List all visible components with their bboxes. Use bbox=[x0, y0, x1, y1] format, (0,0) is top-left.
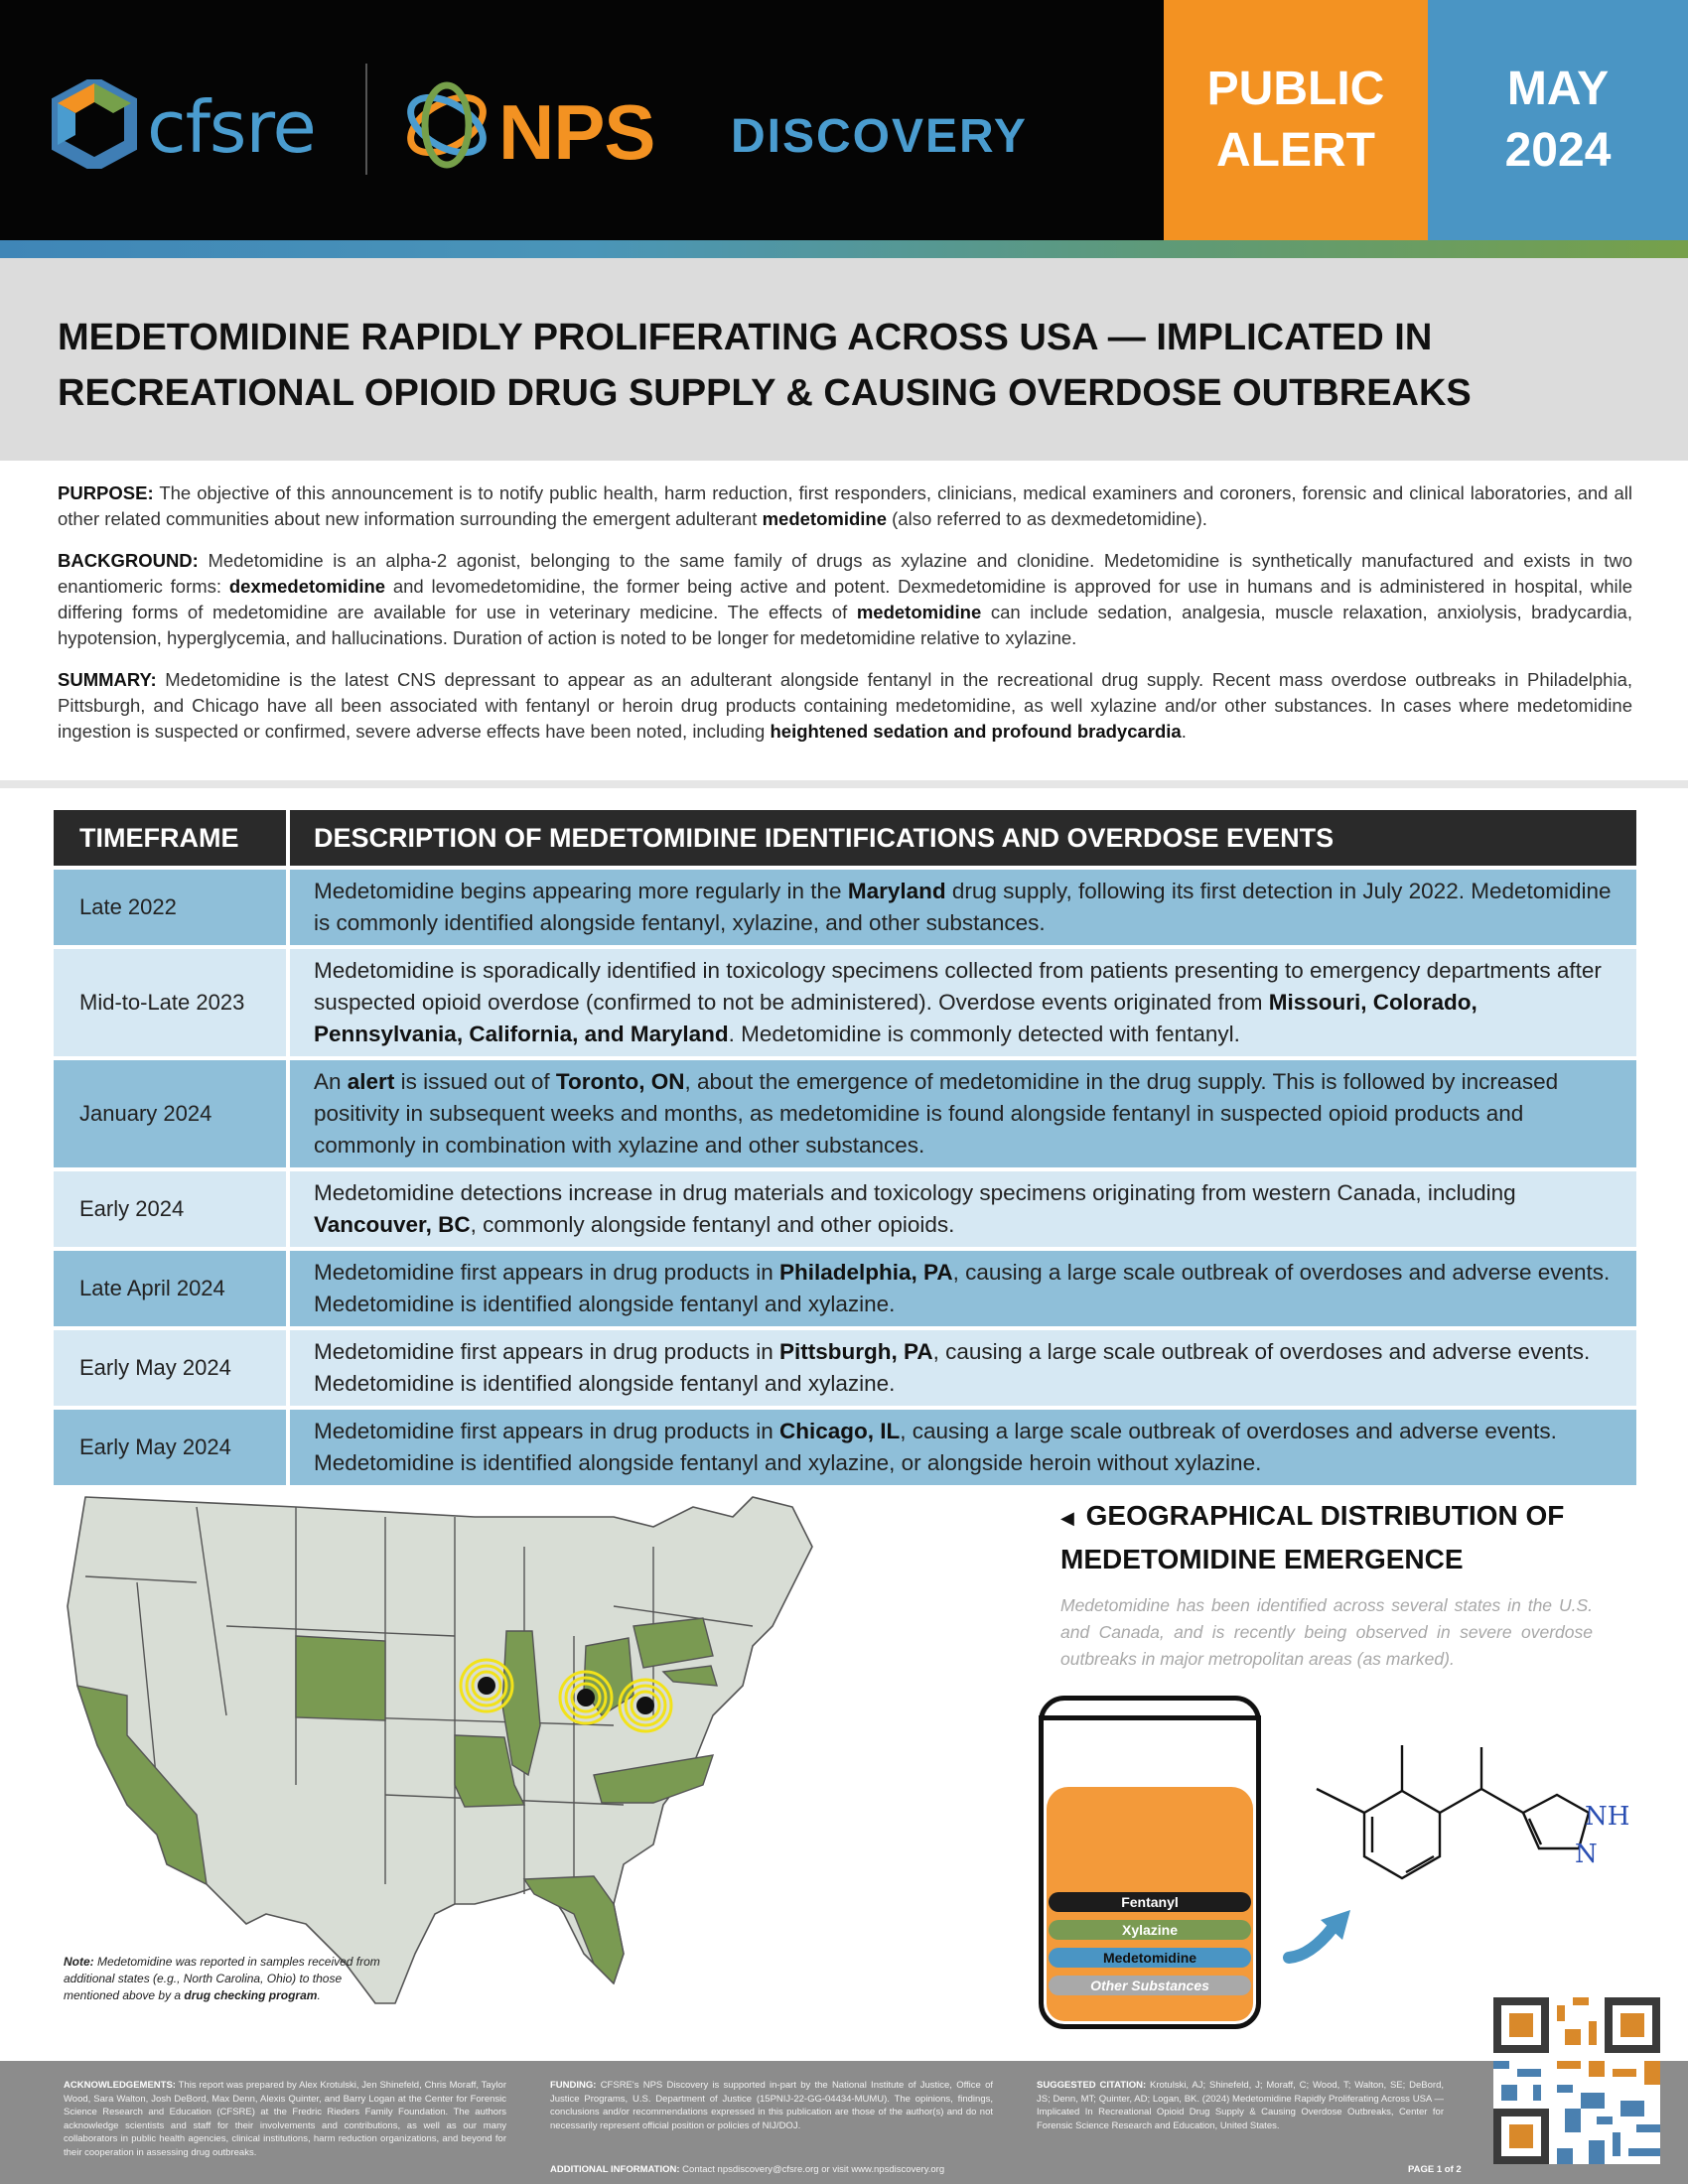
footer-additional-info[interactable] bbox=[550, 2164, 944, 2175]
description-bold: Philadelphia, PA bbox=[779, 1260, 953, 1285]
alert-line-2: ALERT bbox=[1216, 124, 1375, 177]
timeframe-cell: Mid-to-Late 2023 bbox=[54, 949, 290, 1056]
purpose-text: The objective of this announcement is to notify public health, harm reduction, first responders, clinicians, medical examiners and coroners, forensic and clinical laboratories, and all other related communities about new information surrounding the emergent adulterant bbox=[58, 482, 1632, 529]
footer-citation bbox=[1037, 2079, 1444, 2132]
description-cell bbox=[290, 1060, 1636, 1167]
description-bold: Maryland bbox=[847, 879, 946, 903]
us-outline bbox=[68, 1497, 812, 2003]
description-text: Medetomidine begins appearing more regularly in the bbox=[314, 879, 848, 903]
medetomidine-structure bbox=[1287, 1735, 1644, 1924]
description-text: Medetomidine first appears in drug products in bbox=[314, 1260, 779, 1285]
timeframe-cell: Early May 2024 bbox=[54, 1410, 290, 1485]
page-number: PAGE 1 of 2 bbox=[1408, 2164, 1462, 2175]
date-badge bbox=[1428, 0, 1688, 240]
geo-section-title bbox=[1060, 1495, 1636, 1580]
additional-info-text[interactable]: Contact npsdiscovery@cfsre.org or visit www.npsdiscovery.org bbox=[679, 2164, 945, 2175]
table-row bbox=[54, 1247, 1636, 1326]
nps-logo-text: NPS bbox=[498, 88, 655, 176]
description-text: , commonly alongside fentanyl and other opioids. bbox=[470, 1212, 955, 1237]
jar-band-other: Other Substances bbox=[1049, 1976, 1251, 1995]
timeline-table bbox=[54, 810, 1636, 1485]
state-colorado bbox=[296, 1636, 385, 1720]
geo-title-line-1: GEOGRAPHICAL DISTRIBUTION OF bbox=[1085, 1500, 1565, 1531]
funding-text: CFSRE's NPS Discovery is supported in-part by the National Institute of Justice, Office of Justice Programs, U.S. Department of Justice (15PNIJ-22-GG-04434-MUMU). The opinions, findings, conclusions and/or recommendations expressed in this publication are those of the author(s) and do not necessarily represent official position or policies of NIJ/DOJ. bbox=[550, 2080, 993, 2131]
summary-paragraph bbox=[58, 667, 1632, 745]
table-row bbox=[54, 866, 1636, 945]
logo-divider bbox=[365, 64, 367, 175]
table-row bbox=[54, 945, 1636, 1056]
summary-text-end: . bbox=[1181, 721, 1187, 742]
timeframe-cell: Late April 2024 bbox=[54, 1251, 290, 1326]
description-cell bbox=[290, 1171, 1636, 1247]
table-row bbox=[54, 1406, 1636, 1485]
description-text: drug supply, following its first detection in July 2022. Medetomidine is commonly identified alongside fentanyl, xylazine, and other substances. bbox=[314, 879, 1612, 935]
background-label: BACKGROUND: bbox=[58, 550, 199, 571]
description-cell bbox=[290, 1410, 1636, 1485]
header-bar bbox=[0, 0, 1688, 240]
footer-acknowledgements bbox=[64, 2079, 506, 2159]
description-cell bbox=[290, 1251, 1636, 1326]
footer-funding bbox=[550, 2079, 993, 2132]
summary-text: Medetomidine is the latest CNS depressant to appear as an adulterant alongside fentanyl in the recreational drug supply. Recent mass overdose outbreaks in Philadelphia, Pittsburgh, and Chicago have all been associated with fentanyl or heroin drug products containing medetomidine, as well xylazine and/or other substances. In cases where medetomidine ingestion is suspected or confirmed, severe adverse effects have been noted, including bbox=[58, 669, 1632, 742]
description-text: Medetomidine first appears in drug products in bbox=[314, 1339, 779, 1364]
title-band bbox=[0, 258, 1688, 461]
map-note-bold: drug checking program bbox=[184, 1988, 318, 2002]
map-note bbox=[64, 1954, 391, 2004]
jar-band-xylazine: Xylazine bbox=[1049, 1920, 1251, 1940]
title-line-1: MEDETOMIDINE RAPIDLY PROLIFERATING ACROSS USA — IMPLICATED IN bbox=[58, 317, 1433, 358]
background-bold-2: medetomidine bbox=[856, 602, 982, 622]
timeframe-cell: Late 2022 bbox=[54, 870, 290, 945]
intro-section bbox=[58, 480, 1632, 760]
citation-text: Krotulski, AJ; Shinefeld, J; Moraff, C; Wood, T; Walton, SE; DeBord, JS; Denn, MT; Quinter, AD; Logan, BK. (2024) Medetomidine Rapidly Proliferating Across USA — Implicated In Recreational Opioid Drug Supply & Causing Overdose Outbreaks, Center for Forensic Science Research and Education, United States. bbox=[1037, 2080, 1445, 2131]
description-text: An bbox=[314, 1069, 348, 1094]
description-cell bbox=[290, 949, 1636, 1056]
timeframe-cell: Early May 2024 bbox=[54, 1330, 290, 1406]
description-bold: Chicago, IL bbox=[779, 1419, 901, 1443]
cfsre-logo-text: cfsre bbox=[147, 85, 316, 169]
summary-bold: heightened sedation and profound bradycardia bbox=[770, 721, 1182, 742]
molecule-n-label: N bbox=[1575, 1840, 1598, 1869]
background-paragraph bbox=[58, 548, 1632, 651]
purpose-text-end: (also referred to as dexmedetomidine). bbox=[887, 508, 1207, 529]
geo-title-line-2: MEDETOMIDINE EMERGENCE bbox=[1060, 1543, 1464, 1574]
molecule-nh-label: NH bbox=[1585, 1802, 1630, 1832]
description-text: Medetomidine first appears in drug products in bbox=[314, 1419, 779, 1443]
header-timeframe: TIMEFRAME bbox=[54, 810, 290, 866]
ack-label: ACKNOWLEDGEMENTS: bbox=[64, 2080, 176, 2091]
page-title bbox=[58, 310, 1646, 421]
additional-info-label: ADDITIONAL INFORMATION: bbox=[550, 2164, 680, 2175]
cfsre-hexagon-icon bbox=[52, 79, 137, 169]
jar-band-fentanyl: Fentanyl bbox=[1049, 1892, 1251, 1912]
description-text: , causing a large scale outbreak of overdoses and adverse events. Medetomidine is identified alongside fentanyl and xylazine, or alongside heroin without xylazine. bbox=[314, 1419, 1557, 1475]
discovery-logo-text: DISCOVERY bbox=[731, 110, 1028, 163]
description-bold: Pittsburgh, PA bbox=[779, 1339, 933, 1364]
purpose-paragraph bbox=[58, 480, 1632, 532]
table-header bbox=[54, 810, 1636, 866]
citation-label: SUGGESTED CITATION: bbox=[1037, 2080, 1147, 2091]
description-text: is issued out of bbox=[394, 1069, 556, 1094]
background-text: Medetomidine is an alpha-2 agonist, belonging to the same family of drugs as xylazine and clonidine. Medetomidine is synthetically manufactured and exists in two enantiomeric forms: bbox=[58, 550, 1632, 597]
background-text-2: and levomedetomidine, the former being active and potent. Dexmedetomidine is approved for use in humans and is administered in hospital, while differing forms of medetomidine are available for use in veterinary medicine. The effects of bbox=[58, 576, 1632, 622]
description-bold: alert bbox=[347, 1069, 395, 1094]
header-color-stripe bbox=[0, 240, 1688, 258]
jar-lid-line bbox=[1039, 1715, 1261, 1720]
section-divider bbox=[0, 780, 1688, 788]
table-row bbox=[54, 1167, 1636, 1247]
public-alert-badge bbox=[1164, 0, 1428, 240]
description-text: , causing a large scale outbreak of overdoses and adverse events. Medetomidine is identified alongside fentanyl and xylazine. bbox=[314, 1260, 1611, 1316]
left-triangle-icon: ◀ bbox=[1060, 1507, 1074, 1528]
purpose-bold: medetomidine bbox=[762, 508, 887, 529]
jar-band-medetomidine: Medetomidine bbox=[1049, 1948, 1251, 1968]
footer bbox=[0, 2061, 1688, 2184]
table-row bbox=[54, 1056, 1636, 1167]
description-text: Medetomidine is sporadically identified in toxicology specimens collected from patients presenting to emergency departments after suspected opioid overdose (confirmed to not be administered). Overdose events originated from bbox=[314, 958, 1602, 1015]
description-bold: Toronto, ON bbox=[555, 1069, 685, 1094]
description-text: , about the emergence of medetomidine in the drug supply. This is followed by increased positivity in subsequent weeks and months, as medetomidine is found alongside fentanyl in suspected opioid products and commonly in combination with xylazine and other substances. bbox=[314, 1069, 1559, 1158]
timeframe-cell: Early 2024 bbox=[54, 1171, 290, 1247]
alert-line-1: PUBLIC bbox=[1206, 63, 1385, 115]
table-row bbox=[54, 1326, 1636, 1406]
ack-text: This report was prepared by Alex Krotulski, Jen Shinefeld, Chris Moraff, Taylor Wood, Sara Walton, Josh DeBord, Max Denn, Alexis Quinter, and Barry Logan at the Center for Forensic Science Research and Education (CFSRE) at the Fredric Rieders Family Foundation. The authors acknowledge scientists and staff for their involvements and contributions, as well as our many collaborators in public health agencies, clinical institutions, harm reduction organizations, and beyond for their cooperation in assessing drug outbreaks. bbox=[64, 2080, 506, 2158]
date-year: 2024 bbox=[1504, 124, 1612, 177]
map-note-label: Note: bbox=[64, 1955, 94, 1969]
description-cell bbox=[290, 1330, 1636, 1406]
map-note-end: . bbox=[317, 1988, 321, 2002]
description-text: , causing a large scale outbreak of overdoses and adverse events. Medetomidine is identified alongside fentanyl and xylazine. bbox=[314, 1339, 1591, 1396]
map-note-text: Medetomidine was reported in samples received from additional states (e.g., North Carolina, Ohio) to those mentioned above by a bbox=[64, 1955, 380, 2002]
background-text-3: can include sedation, analgesia, muscle relaxation, anxiolysis, bradycardia, hypotension, hyperglycemia, and hallucinations. Duration of action is noted to be longer for medetomidine relative to xylazine. bbox=[58, 602, 1632, 648]
description-text: . Medetomidine is commonly detected with fentanyl. bbox=[728, 1022, 1240, 1046]
description-cell bbox=[290, 870, 1636, 945]
purpose-label: PURPOSE: bbox=[58, 482, 154, 503]
background-bold-1: dexmedetomidine bbox=[228, 576, 386, 597]
cfsre-logo[interactable] bbox=[52, 79, 350, 169]
header-description: DESCRIPTION OF MEDETOMIDINE IDENTIFICATIONS AND OVERDOSE EVENTS bbox=[314, 822, 1335, 853]
summary-label: SUMMARY: bbox=[58, 669, 157, 690]
qr-code-icon[interactable] bbox=[1493, 1997, 1660, 2164]
description-text: Medetomidine detections increase in drug materials and toxicology specimens originating from western Canada, including bbox=[314, 1180, 1516, 1205]
description-bold: Missouri, Colorado, Pennsylvania, California, and Maryland bbox=[314, 990, 1477, 1046]
title-line-2: RECREATIONAL OPIOID DRUG SUPPLY & CAUSING OVERDOSE OUTBREAKS bbox=[58, 372, 1472, 414]
funding-label: FUNDING: bbox=[550, 2080, 597, 2091]
timeframe-cell: January 2024 bbox=[54, 1060, 290, 1167]
nps-swirl-icon bbox=[397, 75, 496, 175]
geo-description: Medetomidine has been identified across several states in the U.S. and Canada, and is recently being observed in severe overdose outbreaks in major metropolitan areas (as marked). bbox=[1060, 1595, 1593, 1669]
description-bold: Vancouver, BC bbox=[314, 1212, 471, 1237]
date-month: MAY bbox=[1506, 63, 1610, 115]
